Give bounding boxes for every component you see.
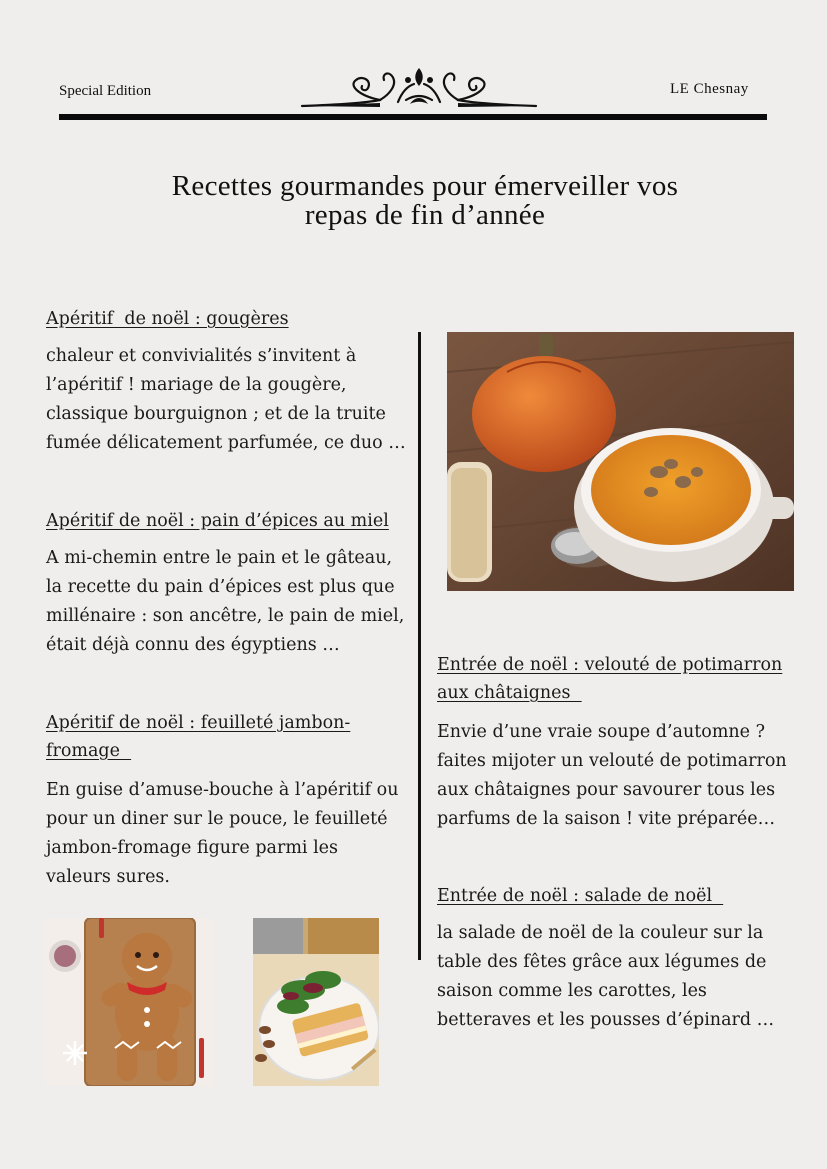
article-body-feuillete [46,776,398,892]
article-heading-gougeres: Apéritif de noël : gougères [46,309,289,329]
ornament-flourish [300,66,538,110]
article-body-gougeres [46,342,406,458]
text-line: jambon-fromage figure parmi les [46,838,339,858]
text-line: table des fêtes grâce aux légumes de [437,952,767,972]
text-line: la salade de noël de la couleur sur la [437,923,764,943]
text-line: betteraves et les pousses d’épinard … [437,1010,775,1030]
page-title [60,172,790,230]
title-line-2: repas de fin d’année [304,199,546,231]
article-heading-pain-epices: Apéritif de noël : pain d’épices au miel [46,511,389,531]
text-line: Envie d’une vraie soupe d’automne ? [437,722,765,742]
pumpkin-soup-photo [447,332,794,591]
text-line: A mi-chemin entre le pain et le gâteau, [46,548,393,568]
text-line: pour un diner sur le pouce, le feuilleté [46,809,388,829]
text-line: chaleur et convivialités s’invitent à [46,346,357,366]
heading-line: aux châtaignes [437,683,582,703]
heading-line: Apéritif de noël : feuilleté jambon- [46,713,351,733]
heading-line: fromage [46,741,132,761]
text-line: saison comme les carottes, les [437,981,707,1001]
article-body-veloute [437,718,787,834]
text-line: classique bourguignon ; et de la truite [46,404,386,424]
article-heading-feuillete [46,709,350,765]
title-line-1: Recettes gourmandes pour émerveiller vos [171,170,679,202]
gingerbread-photo [45,918,214,1086]
text-line: valeurs sures. [46,867,170,887]
header-rule [59,114,767,120]
header-right-label: LE Chesnay [670,81,749,97]
article-heading-veloute [437,651,782,707]
text-line: parfums de la saison ! vite préparée… [437,809,776,829]
article-heading-salade: Entrée de noël : salade de noël [437,886,724,906]
heading-line: Entrée de noël : velouté de potimarron [437,655,783,675]
feuillete-photo [253,918,379,1086]
text-line: l’apéritif ! mariage de la gougère, [46,375,347,395]
text-line: fumée délicatement parfumée, ce duo … [46,433,406,453]
text-line: millénaire : son ancêtre, le pain de miel, [46,606,405,626]
header-left-label: Special Edition [59,83,152,99]
text-line: la recette du pain d’épices est plus que [46,577,395,597]
text-line: En guise d’amuse-bouche à l’apéritif ou [46,780,399,800]
article-body-pain-epices [46,544,404,660]
text-line: était déjà connu des égyptiens … [46,635,340,655]
article-body-salade [437,919,774,1035]
text-line: aux châtaignes pour savourer tous les [437,780,776,800]
text-line: faites mijoter un velouté de potimarron [437,751,787,771]
column-divider [418,332,421,960]
